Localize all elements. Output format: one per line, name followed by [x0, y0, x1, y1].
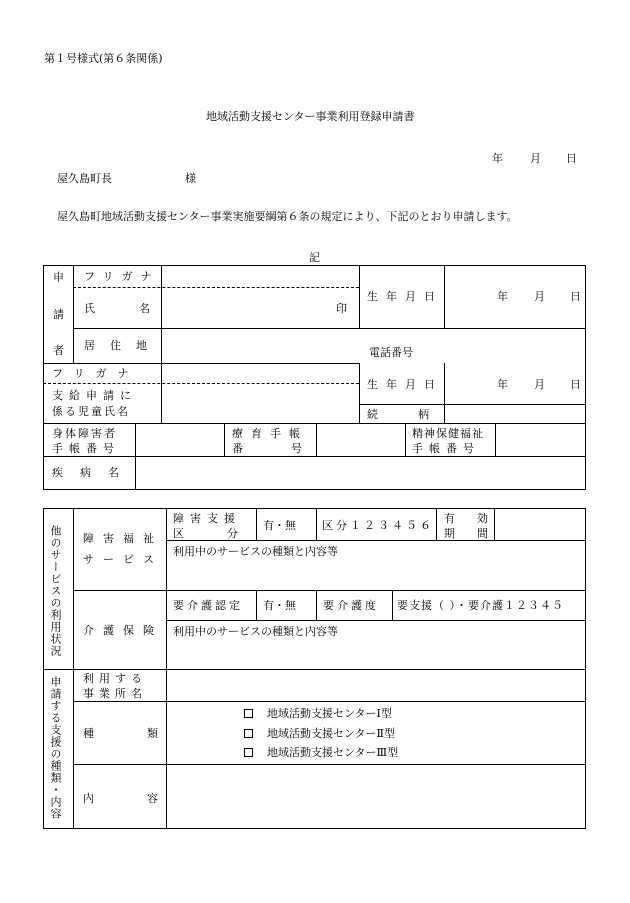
- care-level-values: 要支援（ ）・要介護１２３４５: [397, 599, 564, 612]
- support-category-label-1: 障害支援: [173, 512, 241, 525]
- form-number: 第１号様式(第６条関係): [44, 52, 163, 65]
- applicant-label-3: 者: [53, 344, 64, 357]
- physical-notebook-label-2: 手帳番号: [52, 442, 120, 455]
- applicant-birth-month: 月: [534, 290, 545, 303]
- option-type-3-label: 地域活動支援センターⅢ型: [267, 746, 399, 759]
- seal-mark: 印: [336, 302, 347, 315]
- applicant-birth-label: 生年月日: [367, 290, 443, 303]
- child-birth-label: 生年月日: [367, 378, 443, 391]
- mental-notebook-label-2: 手帳番号: [412, 442, 480, 455]
- physical-notebook-label-1: 身体障害者: [52, 427, 117, 440]
- child-name-label-2: 係る児童氏名: [52, 405, 130, 418]
- child-name-label-1: 支給申請に: [52, 389, 137, 402]
- services-in-use-label: 利用中のサービスの種類と内容等: [173, 545, 338, 558]
- child-birth-day: 日: [570, 378, 581, 391]
- facility-name-label-2: 事業所名: [83, 687, 147, 700]
- requested-support-side-label: 申請する支援の種類・内容: [49, 676, 62, 820]
- option-type-3[interactable]: [244, 747, 398, 758]
- care-level-label: 要介護度: [323, 599, 379, 612]
- applicant-name-label: 氏名: [84, 302, 194, 315]
- applicant-label-1: 申: [53, 271, 64, 284]
- rehab-notebook-label-2: 番号: [232, 442, 350, 455]
- honorific: 様: [185, 172, 196, 185]
- address-label: 居住地: [84, 339, 162, 352]
- care-yes-no: 有・無: [263, 599, 296, 612]
- option-type-1-label: 地域活動支援センターⅠ型: [267, 707, 392, 720]
- option-type-2-label: 地域活動支援センターⅡ型: [267, 727, 396, 740]
- date-month: 月: [530, 152, 541, 165]
- page-title: 地域活動支援センター事業利用登録申請書: [206, 110, 415, 123]
- support-category-values: 区分１２３４５６: [322, 519, 434, 532]
- disease-label: 疾病名: [52, 466, 136, 479]
- facility-name-label-1: 利用する: [83, 672, 147, 685]
- care-insurance-label: 介護保険: [83, 624, 163, 637]
- phone-label: 電話番号: [369, 346, 413, 359]
- checkbox-type-2[interactable]: [244, 729, 253, 738]
- child-birth-year: 年: [497, 378, 508, 391]
- intro-text: 屋久島町地域活動支援センター事業実施要綱第６条の規定により、下記のとおり申請します。: [57, 210, 518, 223]
- mental-notebook-label-1: 精神保健福祉: [412, 427, 484, 440]
- addressee: 屋久島町長: [57, 172, 112, 185]
- disability-services-label-1: 障害福祉: [83, 532, 163, 545]
- support-type-label: 種類: [83, 727, 211, 740]
- valid-period-label-1: 有効: [444, 512, 510, 525]
- child-furigana-label: フリガナ: [52, 367, 140, 380]
- option-type-1[interactable]: [244, 708, 392, 719]
- child-birth-month: 月: [534, 378, 545, 391]
- applicant-birth-year: 年: [497, 290, 508, 303]
- services-in-use-label-2: 利用中のサービスの種類と内容等: [173, 625, 338, 638]
- other-services-side-label: 他のサービスの利用状況: [49, 525, 62, 657]
- support-category-label-2: 区分: [173, 527, 281, 540]
- rehab-notebook-label-1: 療育手帳: [232, 427, 308, 440]
- option-type-2[interactable]: [244, 728, 395, 739]
- applicant-birth-day: 日: [570, 290, 581, 303]
- disability-services-label-2: サービス: [83, 553, 163, 566]
- ki-label: 記: [309, 251, 320, 264]
- support-yes-no: 有・無: [263, 519, 296, 532]
- applicant-label-2: 請: [53, 308, 64, 321]
- care-certification-label: 要介護認定: [173, 599, 243, 612]
- content-label: 内容: [83, 792, 211, 805]
- date-year: 年: [492, 152, 503, 165]
- valid-period-label-2: 期間: [444, 527, 510, 540]
- applicant-furigana-label: フリガナ: [84, 270, 160, 283]
- relation-label: 続柄: [367, 408, 469, 421]
- checkbox-type-3[interactable]: [244, 748, 253, 757]
- date-day: 日: [566, 152, 577, 165]
- checkbox-type-1[interactable]: [244, 709, 253, 718]
